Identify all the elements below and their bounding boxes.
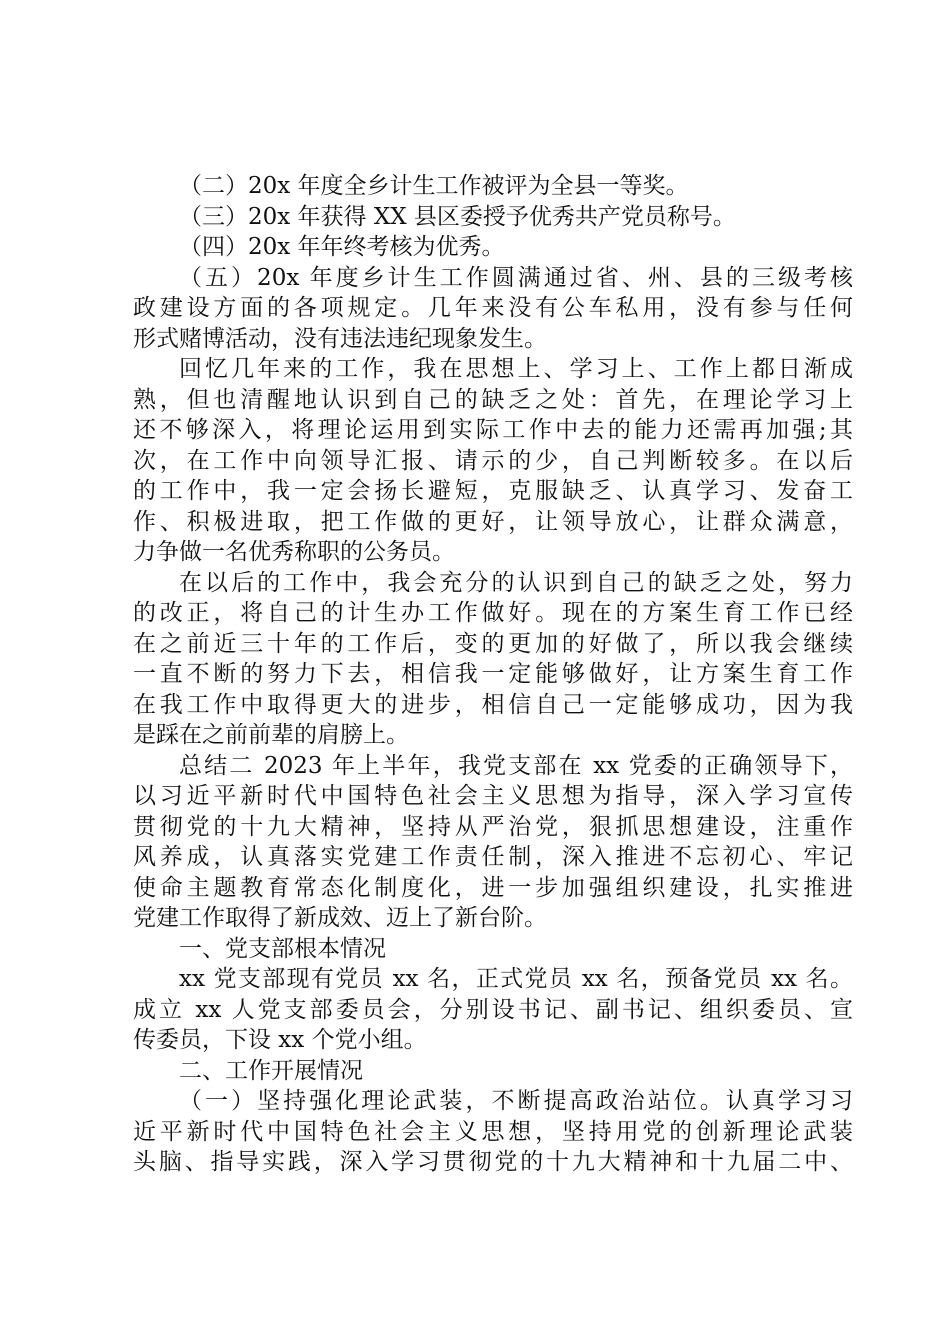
text-line: 是踩在之前前辈的肩膀上。 bbox=[133, 722, 409, 748]
text-line: 党建工作取得了新成效、迈上了新台阶。 bbox=[133, 905, 547, 931]
text-line: 二、工作开展情况 bbox=[179, 1057, 363, 1084]
text-line: 次，在工作中向领导汇报、请示的少，自己判断较多。在以后 bbox=[133, 447, 853, 474]
text-line: （四）20x 年年终考核为优秀。 bbox=[179, 234, 505, 260]
text-line: 风养成，认真落实党建工作责任制，深入推进不忘初心、牢记 bbox=[133, 844, 853, 870]
text-line: 总结二 2023 年上半年，我党支部在 xx 党委的正确领导下， bbox=[179, 752, 853, 779]
text-line: （二）20x 年度全乡计生工作被评为全县一等奖。 bbox=[179, 173, 689, 199]
text-line: 近平新时代中国特色社会主义思想，坚持用党的创新理论武装 bbox=[133, 1118, 853, 1145]
text-line: 贯彻党的十九大精神，坚持从严治党，狠抓思想建设，注重作 bbox=[133, 813, 853, 840]
text-line: 传委员，下设 xx 个党小组。 bbox=[133, 1027, 427, 1053]
text-line: （五）20x 年度乡计生工作圆满通过省、州、县的三级考核 bbox=[179, 264, 853, 291]
text-line: 以习近平新时代中国特色社会主义思想为指导，深入学习宣传 bbox=[133, 783, 853, 809]
text-line: 的改正，将自己的计生办工作做好。现在的方案生育工作已经 bbox=[133, 600, 853, 626]
document-page bbox=[133, 171, 853, 1178]
text-line: 作、积极进取，把工作做的更好，让领导放心，让群众满意， bbox=[133, 508, 853, 535]
text-line: 力争做一名优秀称职的公务员。 bbox=[133, 539, 455, 565]
text-line: 在之前近三十年的工作后，变的更加的好做了，所以我会继续 bbox=[133, 630, 853, 657]
text-line: 形式赌博活动，没有违法违纪现象发生。 bbox=[133, 325, 547, 352]
text-line: 一直不断的努力下去，相信我一定能够做好，让方案生育工作 bbox=[133, 661, 853, 687]
text-line: 一、党支部根本情况 bbox=[179, 935, 386, 962]
text-line: 在以后的工作中，我会充分的认识到自己的缺乏之处，努力 bbox=[179, 569, 853, 596]
text-line: 还不够深入，将理论运用到实际工作中去的能力还需再加强;其 bbox=[133, 417, 853, 443]
text-line: 的工作中，我一定会扬长避短，克服缺乏、认真学习、发奋工 bbox=[133, 478, 853, 504]
text-line: 政建设方面的各项规定。几年来没有公车私用，没有参与任何 bbox=[133, 295, 853, 321]
text-line: 在我工作中取得更大的进步，相信自己一定能够成功，因为我 bbox=[133, 691, 853, 718]
text-line: （一）坚持强化理论武装，不断提高政治站位。认真学习习 bbox=[179, 1088, 853, 1114]
text-line: （三）20x 年获得 XX 县区委授予优秀共产党员称号。 bbox=[179, 203, 736, 230]
text-line: 成立 xx 人党支部委员会，分别设书记、副书记、组织委员、宣 bbox=[133, 996, 853, 1023]
text-line: 回忆几年来的工作，我在思想上、学习上、工作上都日渐成 bbox=[179, 356, 853, 382]
text-line: xx 党支部现有党员 xx 名，正式党员 xx 名，预备党员 xx 名。 bbox=[179, 966, 853, 992]
text-line: 头脑、指导实践，深入学习贯彻党的十九大精神和十九届二中、 bbox=[133, 1149, 853, 1175]
text-line: 使命主题教育常态化制度化，进一步加强组织建设，扎实推进 bbox=[133, 874, 853, 901]
text-line: 熟，但也清醒地认识到自己的缺乏之处：首先，在理论学习上 bbox=[133, 386, 853, 413]
